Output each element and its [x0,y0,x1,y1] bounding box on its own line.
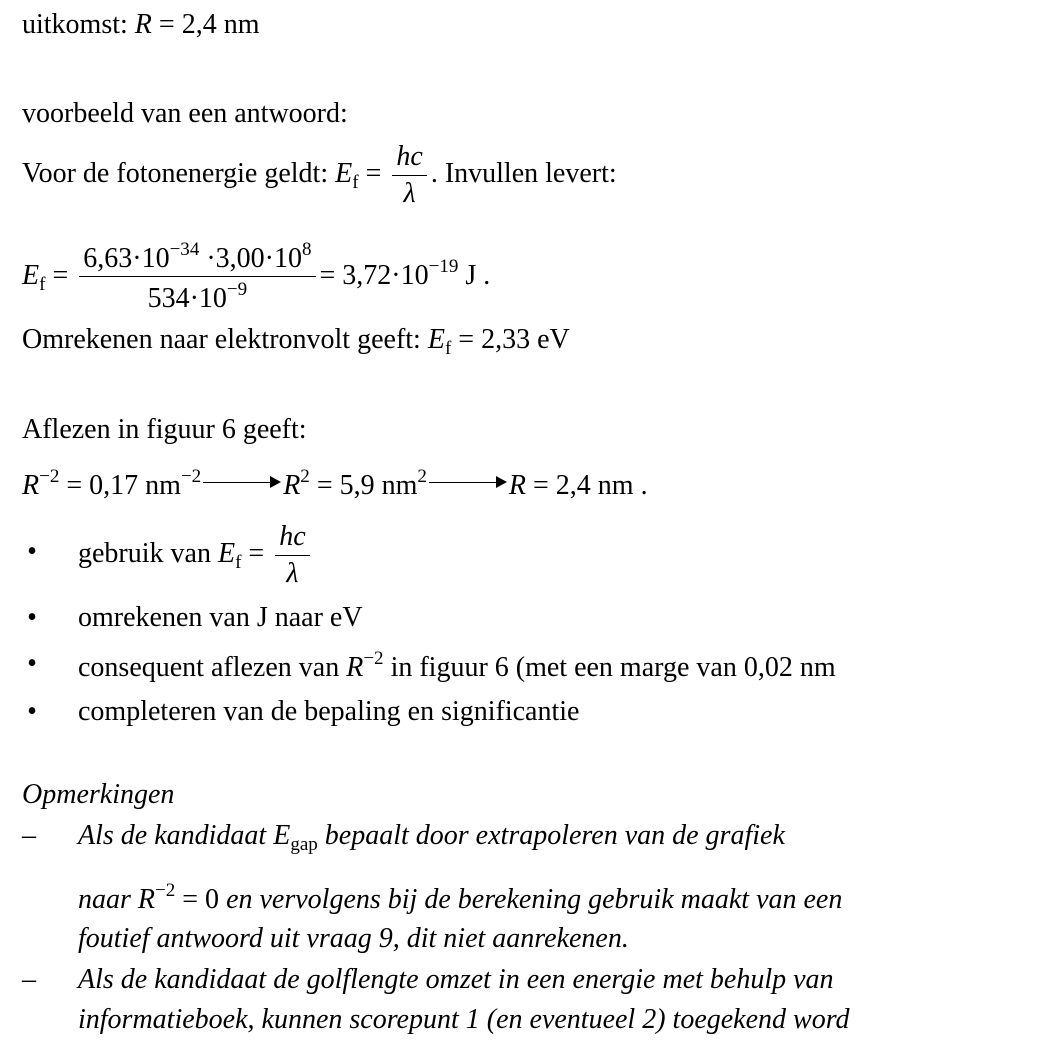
subscript-gap: gap [290,834,318,856]
numerator-hc: hc [392,142,426,176]
fraction-hc-lambda [392,142,426,210]
bullet-icon: • [27,696,37,727]
den-wavelength: 534·10 [147,283,227,315]
value: = 2,4 nm . [526,469,648,501]
variable-R: R [508,469,527,501]
unit-exponent: −2 [180,466,202,487]
exponent: −2 [155,880,176,901]
symbol-E: E [335,158,353,189]
fotonenergie-line [22,138,617,219]
remark-1 [0,820,1044,960]
num-planck: 6,63·10 [83,242,170,274]
right-arrow-icon [429,478,507,488]
exp-planck: −34 [169,238,200,260]
fraction-hc-lambda [275,522,309,590]
exp-c: 8 [302,238,312,260]
bullet-text: omrekenen van J naar eV [78,602,363,633]
uitkomst-line [22,8,259,42]
bullet-text [78,648,836,684]
list-item [0,648,1044,682]
dash-icon: – [22,964,36,995]
remark-2-line-2: informatieboek, kunnen scorepunt 1 (en eventueel 2) toegekend word [78,1004,850,1035]
value: = 5,9 nm [309,469,418,501]
uitkomst-label: uitkomst: [22,9,128,40]
omrekenen-text: Omrekenen naar elektronvolt geeft: [22,324,421,355]
remark-2-line-1: Als de kandidaat de golflengte omzet in een energie met behulp van [78,964,834,995]
symbol-E: E [22,259,40,291]
bullet-text [78,518,314,599]
remark-text: bepaalt door extrapoleren van de grafiek [317,820,785,851]
equals: = [358,158,382,189]
result: = 3,72·10 [319,259,429,291]
opmerkingen-title: Opmerkingen [22,779,175,810]
equals: = [241,538,265,569]
voorbeeld-heading: voorbeeld van een antwoord: [22,98,348,129]
exponent: −2 [363,648,384,669]
remark-2 [0,964,1044,1048]
value: = 0,17 nm [59,469,181,501]
bullet-text-b: in figuur 6 (met een marge van 0,02 nm [383,651,836,683]
bullet-icon: • [27,648,37,679]
aflezen-line: Aflezen in figuur 6 geeft: [22,414,307,445]
keten-line [22,460,648,503]
subscript-f: f [235,552,242,574]
remark-text: Als de kandidaat [78,820,274,851]
subscript-f: f [39,273,46,295]
berekening-line [22,222,490,330]
uitkomst-value: = 2,4 nm [151,9,260,40]
variable-R: R [283,469,301,501]
denominator-lambda: λ [403,177,416,209]
variable-R: R [346,651,364,683]
list-item [0,602,1044,636]
remark-1-line-2 [78,880,842,916]
subscript-f: f [444,338,452,360]
bullet-icon: • [27,536,37,567]
list-item [0,518,1044,594]
bullet-text-label: gebruik van [78,538,211,569]
variable-R: R [22,469,40,501]
symbol-E: E [217,538,236,569]
variable-R: R [134,9,152,40]
remark-1-line-3: foutief antwoord uit vraag 9, dit niet aanrekenen. [78,923,629,954]
variable-R: R [137,883,156,915]
unit-exponent: 2 [417,466,427,487]
equals-zero: = 0 [175,883,220,915]
num-c: ·3,00·10 [199,242,302,274]
fotonenergie-text: Voor de fotonenergie geldt: [22,158,329,189]
remark-1-line-1 [78,820,785,856]
numerator-hc: hc [275,522,309,556]
omrekenen-line [22,323,570,366]
symbol-E: E [273,820,291,851]
result-unit: J . [458,259,491,291]
equals: = [45,259,69,291]
bullet-text: completeren van de bepaling en significantie [78,696,580,727]
right-arrow-icon [203,478,281,488]
bullet-text-a: consequent aflezen van [78,651,340,683]
symbol-E: E [427,324,445,355]
bullet-icon: • [27,602,37,633]
subscript-f: f [352,172,359,194]
list-item [0,696,1044,730]
exponent: 2 [300,466,310,487]
exp-wavelength: −9 [226,279,248,301]
denominator-lambda: λ [286,557,299,589]
dash-icon: – [22,820,36,851]
fraction-photon-energy [79,240,315,315]
numerator [79,240,315,278]
exponent: −2 [39,466,60,487]
remark-text: en vervolgens bij de berekening gebruik maakt van een [219,883,843,915]
remark-text: naar [78,883,138,915]
result-exp: −19 [428,256,459,277]
fotonenergie-after: . Invullen levert: [430,158,617,189]
omrekenen-result: = 2,33 eV [451,324,570,355]
denominator [79,277,315,315]
